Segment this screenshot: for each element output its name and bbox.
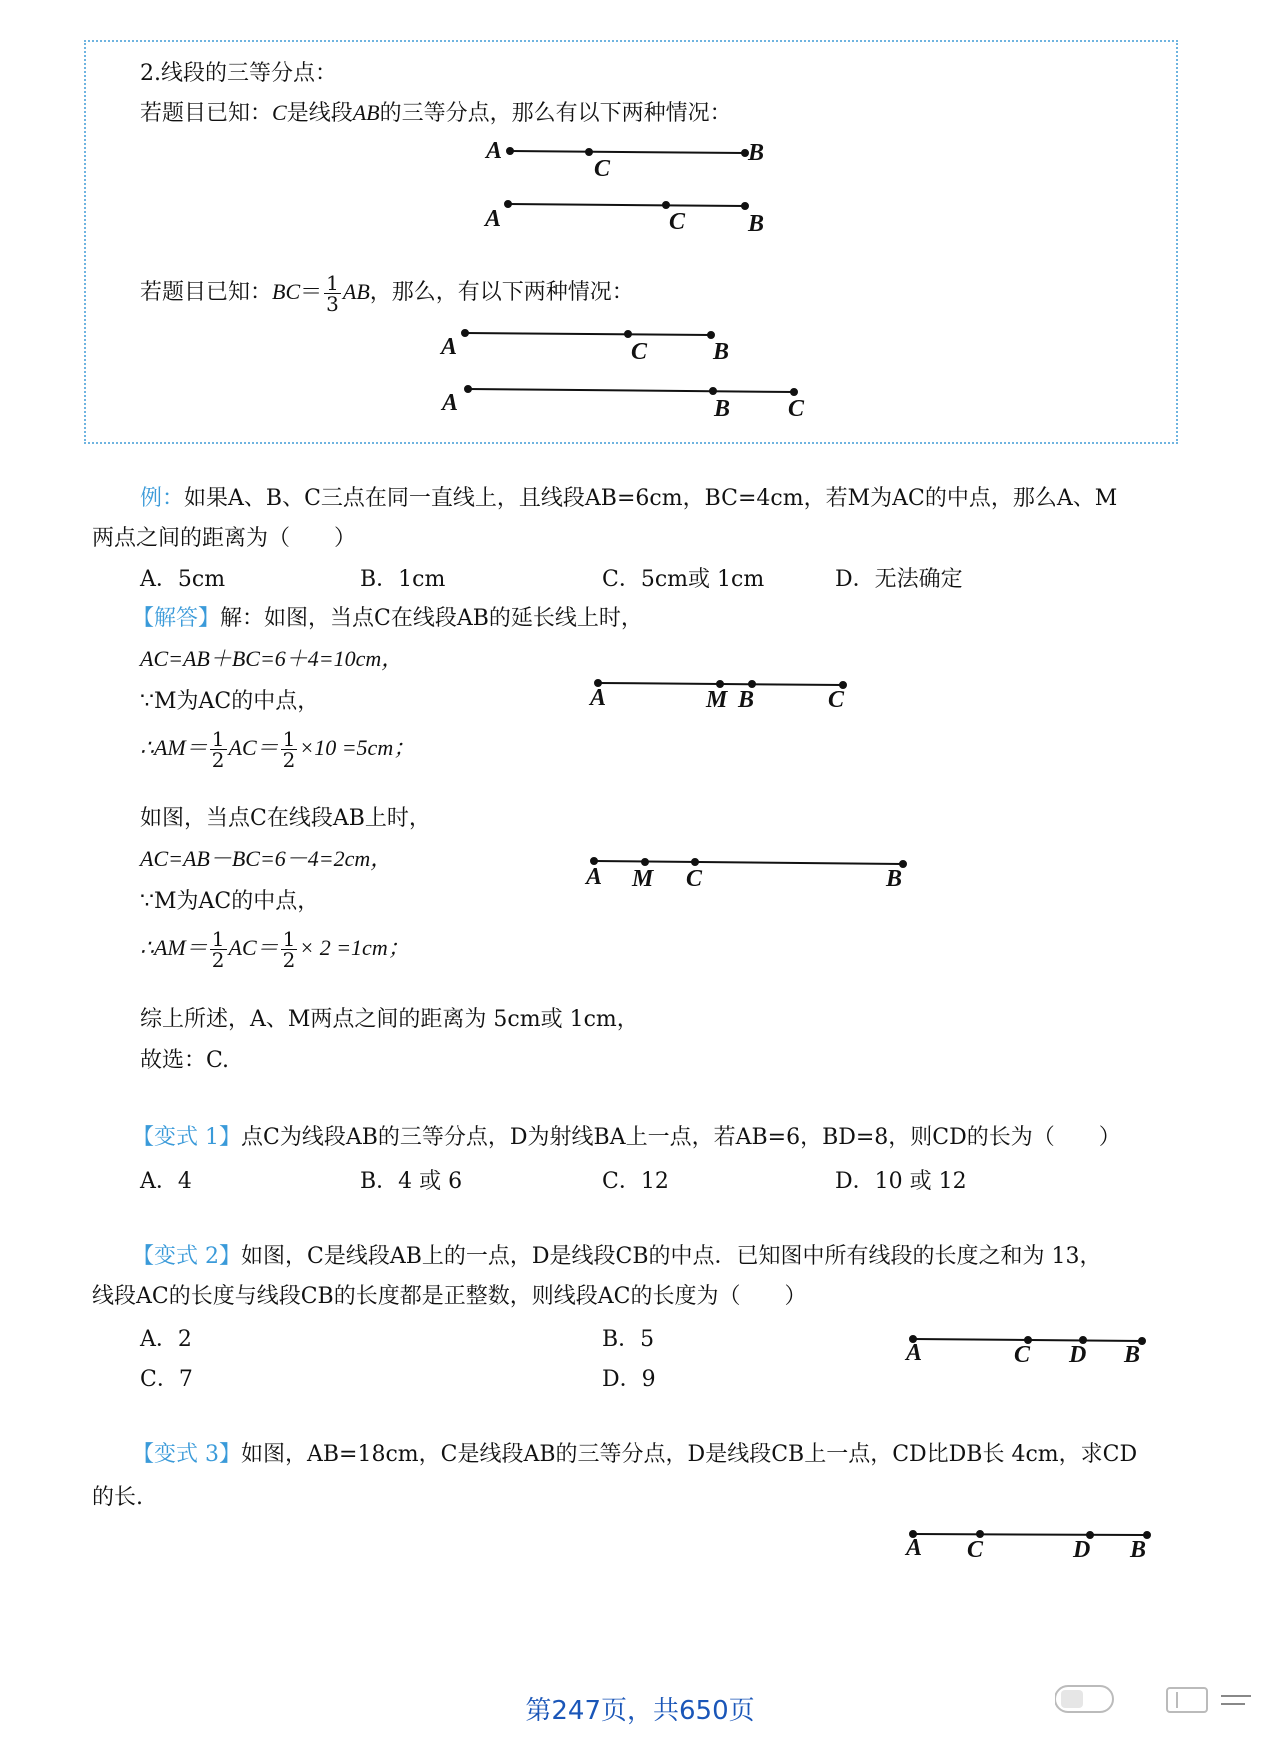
diagram-label: A xyxy=(906,1535,923,1561)
point xyxy=(742,203,748,209)
solution-line7: ∵M为AC的中点， xyxy=(140,889,320,914)
viewer-controls xyxy=(1055,1682,1255,1722)
diagram-label: C xyxy=(967,1537,984,1563)
point xyxy=(505,201,511,207)
diagram-label: B xyxy=(748,211,765,237)
box-case2-intro: 若题目已知：BC＝ $\frac{1}{3}$ AB，那么，有以下两种情况： xyxy=(140,270,634,316)
example-line1: 例：如果A、B、C三点在同一直线上，且线段AB=6cm，BC=4cm，若M为AC的中点，那么A、M xyxy=(140,486,1118,511)
variant1-option-a: A．4 xyxy=(140,1169,192,1194)
segment-line xyxy=(465,333,711,335)
segment-line xyxy=(510,151,745,153)
example-option-d: D．无法确定 xyxy=(835,567,963,592)
point xyxy=(791,389,797,395)
solution-line9: 综上所述，A、M两点之间的距离为 5cm或 1cm， xyxy=(140,1007,639,1032)
variant1-option-c: C．12 xyxy=(602,1169,669,1194)
diagram-label: B xyxy=(748,140,765,166)
diagram-label: D xyxy=(1069,1342,1087,1368)
diagram-label: C xyxy=(1014,1342,1031,1368)
segment-line xyxy=(913,1534,1147,1535)
diagram-label: B xyxy=(714,396,731,422)
example-line2: 两点之间的距离为（ ） xyxy=(92,526,357,551)
page-footer: 第247页，共650页 xyxy=(525,1696,755,1726)
variant1-option-d: D．10 或 12 xyxy=(835,1169,967,1194)
point xyxy=(507,148,513,154)
diagram-label: B xyxy=(738,687,755,713)
diagram-label: M xyxy=(632,866,654,892)
solution-line10: 故选：C. xyxy=(140,1048,230,1073)
variant2-option-d: D．9 xyxy=(602,1367,656,1392)
toggle-icon[interactable] xyxy=(1055,1686,1113,1712)
segment-line xyxy=(468,389,794,392)
segment-line xyxy=(508,204,745,206)
point xyxy=(710,388,716,394)
diagram-label: C xyxy=(631,339,648,365)
point xyxy=(692,859,698,865)
diagram-label: C xyxy=(594,156,611,182)
diagram-label: A xyxy=(486,138,503,164)
solution-line6: AC=AB－BC=6－4=2cm， xyxy=(140,846,393,871)
diagram-label: B xyxy=(886,866,903,892)
diagram-label: C xyxy=(828,687,845,713)
diagram-label: B xyxy=(713,339,730,365)
point xyxy=(642,859,648,865)
example-option-c: C．5cm或 1cm xyxy=(602,567,765,592)
diagram-label: M xyxy=(706,687,728,713)
solution-line4: ∴AM＝ $\frac{1}{2}$ AC＝ $\frac{1}{2}$ ×10 =5cm； xyxy=(140,726,416,772)
diagram-label: A xyxy=(485,206,502,232)
point xyxy=(586,149,592,155)
diagram-label: A xyxy=(590,685,607,711)
bookmark-icon[interactable] xyxy=(1167,1688,1207,1712)
point xyxy=(462,330,468,336)
diagram-label: D xyxy=(1073,1537,1091,1563)
box-case1-intro: 若题目已知：C是线段AB的三等分点，那么有以下两种情况： xyxy=(140,100,732,126)
diagram-label: C xyxy=(686,866,703,892)
menu-icon[interactable] xyxy=(1221,1696,1251,1704)
point xyxy=(663,202,669,208)
diagram-label: A xyxy=(441,334,458,360)
diagram-label: A xyxy=(442,390,459,416)
variant2-line1: 【变式 2】如图，C是线段AB上的一点，D是线段CB的中点．已知图中所有线段的长度之和为 13， xyxy=(132,1244,1102,1269)
variant2-line2: 线段AC的长度与线段CB的长度都是正整数，则线段AC的长度为（ ） xyxy=(92,1284,807,1309)
diagram-label: C xyxy=(788,396,805,422)
variant1-question: 【变式 1】点C为线段AB的三等分点，D为射线BA上一点，若AB=6，BD=8，则CD的长为（ ） xyxy=(132,1125,1121,1150)
solution-line8: ∴AM＝ $\frac{1}{2}$ AC＝ $\frac{1}{2}$ × 2 =1cm； xyxy=(140,926,410,972)
solution-line2: AC=AB＋BC=6＋4=10cm， xyxy=(140,646,404,671)
segment-line xyxy=(594,861,903,864)
box-title: 2.线段的三等分点： xyxy=(140,61,337,86)
variant2-option-b: B．5 xyxy=(602,1327,655,1352)
diagram-label: A xyxy=(586,864,603,890)
solution-line5: 如图，当点C在线段AB上时， xyxy=(140,806,431,831)
point xyxy=(465,386,471,392)
variant2-option-c: C．7 xyxy=(140,1367,193,1392)
diagram-label: B xyxy=(1130,1537,1147,1563)
point xyxy=(708,332,714,338)
diagram-label: B xyxy=(1124,1342,1141,1368)
point xyxy=(625,331,631,337)
example-option-b: B．1cm xyxy=(360,567,446,592)
solution-line3: ∵M为AC的中点， xyxy=(140,689,320,714)
variant3-line2: 的长. xyxy=(92,1485,143,1510)
diagram-label: A xyxy=(906,1340,923,1366)
variant1-option-b: B．4 或 6 xyxy=(360,1169,463,1194)
variant2-option-a: A．2 xyxy=(140,1327,192,1352)
variant3-line1: 【变式 3】如图，AB=18cm，C是线段AB的三等分点，D是线段CB上一点，CD比DB长 4cm，求CD xyxy=(132,1442,1138,1467)
diagram-label: C xyxy=(669,209,686,235)
example-option-a: A．5cm xyxy=(140,567,226,592)
solution-line1: 【解答】解：如图，当点C在线段AB的延长线上时， xyxy=(132,606,643,631)
